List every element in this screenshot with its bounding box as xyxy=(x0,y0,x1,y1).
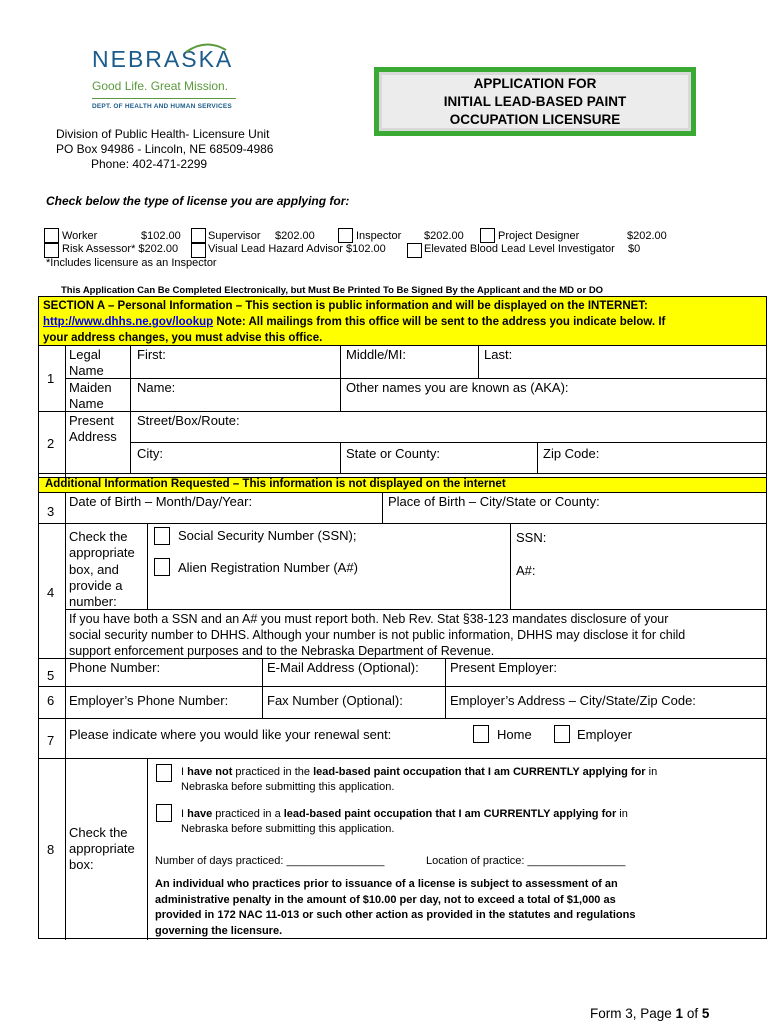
state-field[interactable]: State or County: xyxy=(346,446,440,461)
have-practiced-line-1: I have practiced in a lead-based paint occupation that I am CURRENTLY applying for in xyxy=(181,808,628,820)
check-label-2: appropriate xyxy=(69,545,135,560)
check-label-3: box, and xyxy=(69,562,119,577)
additional-info-header: Additional Information Requested – This information is not displayed on the internet xyxy=(45,478,506,490)
title-line-2: INITIAL LEAD-BASED PAINT xyxy=(443,93,627,109)
first-name-field[interactable]: First: xyxy=(137,347,166,362)
page-footer: Form 3, Page 1 of 5 xyxy=(590,1006,710,1021)
title-box xyxy=(374,67,696,136)
renewal-home-label: Home xyxy=(497,727,532,742)
city-field[interactable]: City: xyxy=(137,446,163,461)
phone-field[interactable]: Phone Number: xyxy=(69,660,161,675)
check-label-5: number: xyxy=(69,594,117,609)
lookup-link[interactable]: http://www.dhhs.ne.gov/lookup xyxy=(43,316,214,328)
row-number-7: 7 xyxy=(47,733,55,748)
last-name-field[interactable]: Last: xyxy=(484,347,513,362)
row-number-8: 8 xyxy=(47,842,55,857)
inspector-label: Inspector xyxy=(356,230,402,242)
supervisor-fee: $202.00 xyxy=(275,230,315,242)
fax-field[interactable]: Fax Number (Optional): xyxy=(267,693,403,708)
title-line-3: OCCUPATION LICENSURE xyxy=(449,111,621,127)
logo-arc-icon xyxy=(184,40,228,54)
section-a-line-2-rest: Note: All mailings from this office will be sent to the address you indicate below. If xyxy=(213,316,666,328)
renewal-employer-label: Employer xyxy=(577,727,632,742)
worker-checkbox[interactable] xyxy=(44,228,59,243)
ssn-field[interactable]: SSN: xyxy=(516,530,547,545)
have-not-practiced-checkbox[interactable] xyxy=(156,764,172,782)
days-practiced-field[interactable]: Number of days practiced: ________________ xyxy=(155,855,385,867)
visual-advisor-label: Visual Lead Hazard Advisor $102.00 xyxy=(208,243,386,255)
worker-label: Worker xyxy=(62,230,98,242)
renewal-prompt: Please indicate where you would like your renewal sent: xyxy=(69,727,392,742)
logo-nebraska: NEBRASKA xyxy=(92,46,234,72)
renewal-home-checkbox[interactable] xyxy=(473,725,489,743)
maiden-name-field[interactable]: Name: xyxy=(137,380,176,395)
project-designer-fee: $202.00 xyxy=(627,230,667,242)
title-line-1: APPLICATION FOR xyxy=(473,75,597,91)
electronic-notice: This Application Can Be Completed Electronically, but Must Be Printed To Be Signed By the Applicant and the MD or DO xyxy=(61,285,604,296)
have-not-practiced-line-1: I have not practiced in the lead-based paint occupation that I am CURRENTLY applying for in xyxy=(181,766,658,778)
present-address-label-2: Address xyxy=(69,429,117,444)
row-number-1: 1 xyxy=(47,371,55,386)
renewal-employer-checkbox[interactable] xyxy=(554,725,570,743)
elevated-investigator-label: Elevated Blood Lead Level Investigator xyxy=(424,243,615,255)
penalty-line-1: An individual who practices prior to issuance of a license is subject to assessment of an xyxy=(155,878,618,890)
ssn-note-line-1: If you have both a SSN and an A# you must report both. Neb Rev. Stat §38-123 mandates disclosure of your xyxy=(69,612,669,626)
logo-tagline: Good Life. Great Mission. xyxy=(92,79,229,93)
zip-field[interactable]: Zip Code: xyxy=(543,446,600,461)
inspector-fee: $202.00 xyxy=(424,230,464,242)
location-practiced-field[interactable]: Location of practice: ________________ xyxy=(426,855,626,867)
pob-field[interactable]: Place of Birth – City/State or County: xyxy=(388,494,600,509)
risk-assessor-label: Risk Assessor* $202.00 xyxy=(62,243,179,255)
elevated-investigator-checkbox[interactable] xyxy=(407,243,422,258)
have-practiced-line-2: Nebraska before submitting this application. xyxy=(181,823,395,835)
box-label-1: Check the xyxy=(69,825,128,840)
section-a-line-3: your address changes, you must advise this office. xyxy=(43,332,323,344)
inspector-checkbox[interactable] xyxy=(338,228,353,243)
license-type-prompt: Check below the type of license you are applying for: xyxy=(46,194,350,208)
worker-fee: $102.00 xyxy=(141,230,181,242)
dob-field[interactable]: Date of Birth – Month/Day/Year: xyxy=(69,494,253,509)
alien-checkbox[interactable] xyxy=(154,558,170,576)
division-address: PO Box 94986 - Lincoln, NE 68509-4986 xyxy=(56,142,274,156)
employer-phone-field[interactable]: Employer’s Phone Number: xyxy=(69,693,229,708)
alien-option-label: Alien Registration Number (A#) xyxy=(178,560,358,575)
project-designer-checkbox[interactable] xyxy=(480,228,495,243)
page-number: 1 xyxy=(675,1006,684,1021)
row-number-3: 3 xyxy=(47,504,55,519)
division-name: Division of Public Health- Licensure Unit xyxy=(56,127,270,141)
risk-assessor-checkbox[interactable] xyxy=(44,243,59,258)
supervisor-label: Supervisor xyxy=(208,230,261,242)
ssn-checkbox[interactable] xyxy=(154,527,170,545)
check-label-4: provide a xyxy=(69,578,123,593)
row-number-6: 6 xyxy=(47,693,55,708)
row-number-2: 2 xyxy=(47,436,55,451)
section-a-line-2 xyxy=(43,314,665,330)
maiden-name-label-2: Name xyxy=(69,396,104,411)
project-designer-label: Project Designer xyxy=(498,230,580,242)
visual-advisor-checkbox[interactable] xyxy=(191,243,206,258)
alien-number-field[interactable]: A#: xyxy=(516,563,536,578)
supervisor-checkbox[interactable] xyxy=(191,228,206,243)
penalty-line-3: provided in 172 NAC 11-013 or such other action as provided in the statutes and regulations xyxy=(155,909,636,921)
penalty-line-4: governing the licensure. xyxy=(155,925,283,937)
legal-name-label-1: Legal xyxy=(69,347,101,362)
have-practiced-checkbox[interactable] xyxy=(156,804,172,822)
box-label-2: appropriate xyxy=(69,841,135,856)
aka-field[interactable]: Other names you are known as (AKA): xyxy=(346,380,569,395)
box-label-3: box: xyxy=(69,857,94,872)
email-field[interactable]: E-Mail Address (Optional): xyxy=(267,660,419,675)
employer-address-field[interactable]: Employer’s Address – City/State/Zip Code: xyxy=(450,693,696,708)
check-label-1: Check the xyxy=(69,529,128,544)
ssn-note-line-3: support enforcement purposes and to the Nebraska Department of Revenue. xyxy=(69,644,495,658)
ssn-option-label: Social Security Number (SSN); xyxy=(178,528,357,543)
logo-dept: DEPT. OF HEALTH AND HUMAN SERVICES xyxy=(92,103,232,110)
present-address-label-1: Present xyxy=(69,413,114,428)
legal-name-label-2: Name xyxy=(69,363,104,378)
elevated-investigator-fee: $0 xyxy=(628,243,641,255)
row-number-5: 5 xyxy=(47,668,55,683)
inspector-footnote: *Includes licensure as an Inspector xyxy=(46,257,217,269)
row-number-4: 4 xyxy=(47,585,55,600)
ssn-note-line-2: social security number to DHHS. Although your number is not public information, DHHS may disclose it for child xyxy=(69,628,686,642)
division-phone: Phone: 402-471-2299 xyxy=(91,157,208,171)
section-a-line-1: SECTION A – Personal Information – This section is public information and will be displayed on the INTERNET: xyxy=(43,300,648,312)
street-field[interactable]: Street/Box/Route: xyxy=(137,413,240,428)
maiden-name-label-1: Maiden xyxy=(69,380,112,395)
page-total: 5 xyxy=(701,1006,710,1021)
have-not-practiced-line-2: Nebraska before submitting this application. xyxy=(181,781,395,793)
penalty-line-2: administrative penalty in the amount of $10.00 per day, not to exceed a total of $1,000 as xyxy=(155,894,616,906)
middle-name-field[interactable]: Middle/MI: xyxy=(346,347,406,362)
logo-divider xyxy=(92,98,236,99)
application-form xyxy=(38,296,767,939)
employer-field[interactable]: Present Employer: xyxy=(450,660,557,675)
